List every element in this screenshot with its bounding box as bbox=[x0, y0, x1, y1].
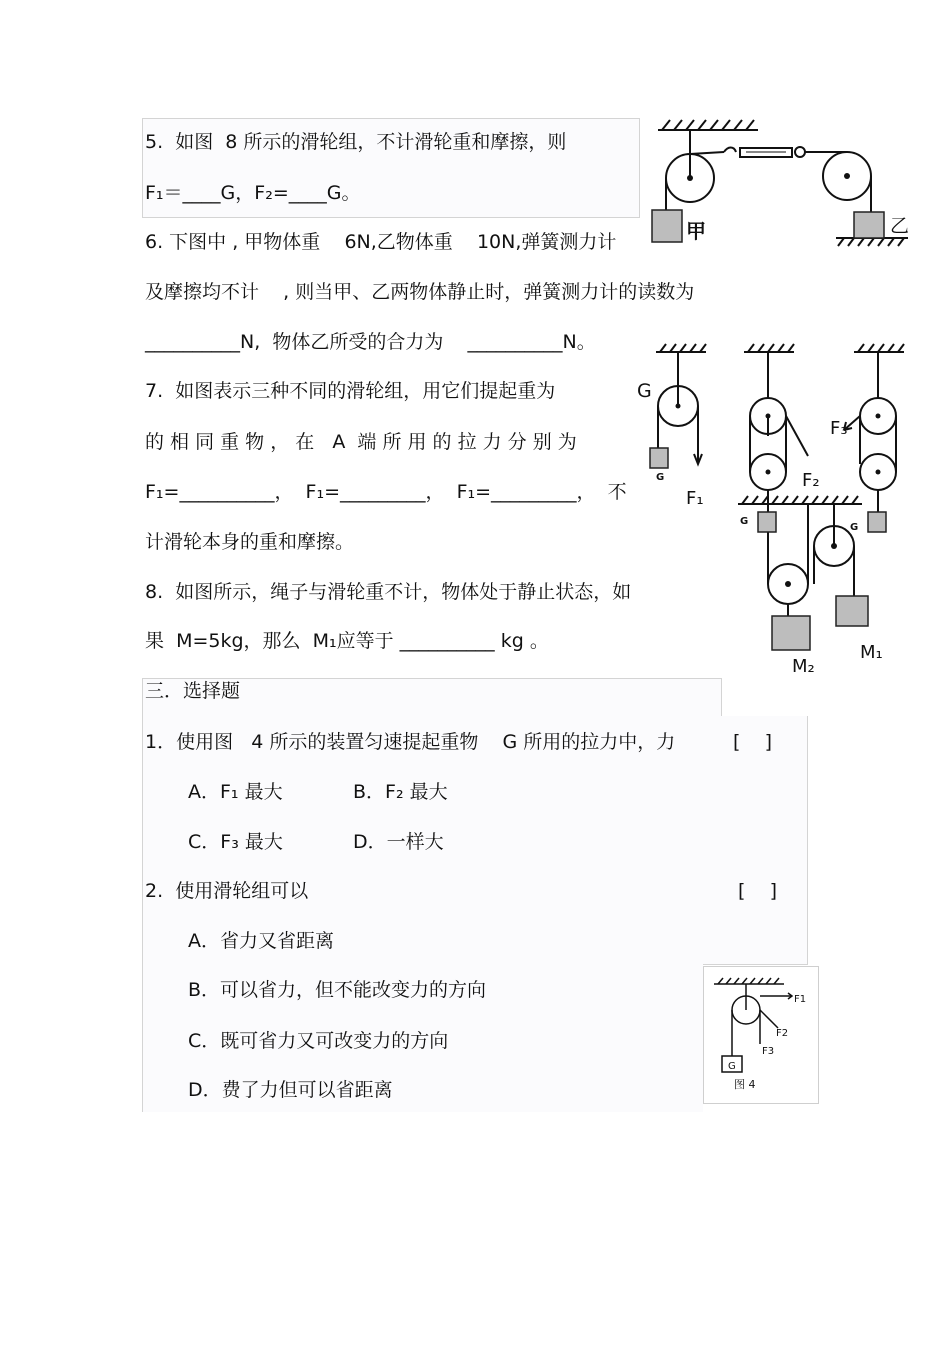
mc1-option-d: D．一样大 bbox=[353, 831, 444, 853]
mc2-option-d: D．费了力但可以省距离 bbox=[188, 1079, 393, 1101]
mc1-bracket: [ ] bbox=[733, 731, 772, 753]
mc2-option-b: B．可以省力，但不能改变力的方向 bbox=[188, 979, 487, 1001]
q7-line-1: 7. 如图表示三种不同的滑轮组，用它们提起重为 bbox=[145, 380, 556, 402]
label-f2-fig4: F2 bbox=[776, 1028, 789, 1039]
mc2-stem: 2. 使用滑轮组可以 bbox=[145, 880, 309, 902]
label-yi: 乙 bbox=[890, 215, 910, 237]
q5-line-2: F₁＝____G，F₂=____G。 bbox=[145, 182, 361, 204]
figure-q8-masses bbox=[732, 490, 902, 680]
figure-4-caption: 图 4 bbox=[734, 1078, 756, 1091]
label-g-left: G bbox=[740, 516, 749, 527]
label-f2: F₂ bbox=[802, 470, 820, 491]
mc2-option-c: C．既可省力又可改变力的方向 bbox=[188, 1030, 449, 1052]
mc1-option-a: A．F₁ 最大 bbox=[188, 781, 283, 803]
mc1-stem: 1．使用图 4 所示的装置匀速提起重物 G 所用的拉力中，力 bbox=[145, 731, 676, 753]
section-3-title: 三．选择题 bbox=[145, 680, 241, 702]
q8-line-1: 8. 如图所示，绳子与滑轮重不计，物体处于静止状态，如 bbox=[145, 581, 632, 603]
q6-line-1: 6. 下图中 , 甲物体重 6N,乙物体重 10N,弹簧测力计 bbox=[145, 231, 617, 253]
q5-line-1: 5. 如图 8 所示的滑轮组，不计滑轮重和摩擦，则 bbox=[145, 131, 567, 153]
label-jia: 甲 bbox=[686, 219, 706, 243]
mc1-option-c: C．F₃ 最大 bbox=[188, 831, 283, 853]
label-g-right: G bbox=[850, 522, 859, 533]
q6-line-3: __________N, 物体乙所受的合力为 __________N。 bbox=[145, 331, 596, 353]
q7-line-2: 的 相 同 重 物 ， 在 A 端 所 用 的 拉 力 分 别 为 bbox=[145, 431, 577, 453]
figure-8-pulley-diagram bbox=[640, 112, 930, 252]
label-g-fig4: G bbox=[728, 1061, 736, 1072]
label-f3: F₃ bbox=[830, 418, 848, 439]
label-m2: M₂ bbox=[792, 656, 815, 677]
mc2-option-a: A．省力又省距离 bbox=[188, 930, 334, 952]
q7-line-1-g: G bbox=[637, 380, 652, 402]
mc2-bracket: [ ] bbox=[738, 880, 777, 902]
label-f3-fig4: F3 bbox=[762, 1046, 775, 1057]
label-m1: M₁ bbox=[860, 642, 883, 663]
q6-line-2: 及摩擦均不计 , 则当甲、乙两物体静止时，弹簧测力计的读数为 bbox=[145, 281, 695, 303]
label-f1-fig4: F1 bbox=[794, 994, 807, 1005]
q8-line-2: 果 M=5kg，那么 M₁应等于 __________ kg 。 bbox=[145, 630, 549, 652]
label-f1: F₁ bbox=[686, 488, 704, 509]
q7-line-4: 计滑轮本身的重和摩擦。 bbox=[145, 531, 355, 553]
q7-line-3: F₁=__________， F₁=_________， F₁=_________， 不 bbox=[145, 481, 627, 503]
label-g-1: G bbox=[656, 472, 665, 483]
figure-4-pulley-forces bbox=[708, 972, 814, 1096]
mc1-option-b: B．F₂ 最大 bbox=[353, 781, 448, 803]
